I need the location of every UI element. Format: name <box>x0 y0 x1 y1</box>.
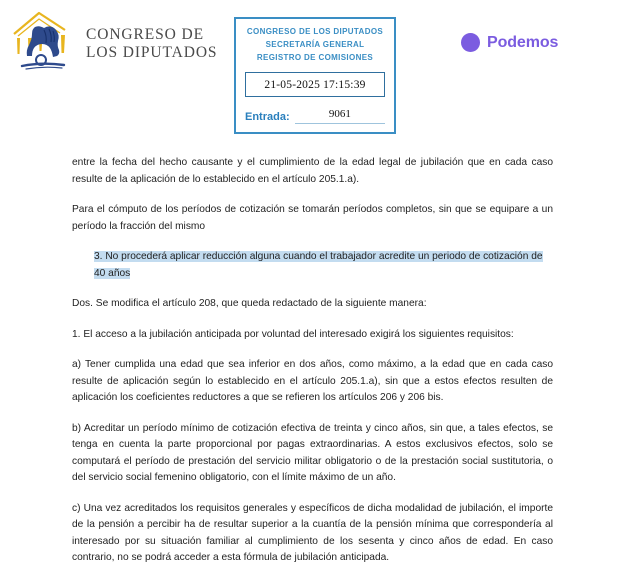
podemos-wordmark: Podemos <box>487 33 559 51</box>
stamp-heading-line1: CONGRESO DE LOS DIPUTADOS <box>246 27 384 36</box>
stamp-heading <box>245 26 385 65</box>
paragraph-computo: Para el cómputo de los períodos de cotización se tomarán períodos completos, sin que se equipare a un período la fracción del mismo <box>72 204 553 232</box>
stamp-entry-value-field <box>295 104 385 124</box>
congreso-wordmark <box>86 26 217 63</box>
paragraph-a-edad: a) Tener cumplida una edad que sea inferior en dos años, como máximo, a la edad que en cada caso resulte de aplicación según lo establecido en el artículo 205.1.a), sin que a estos efectos resulten de aplicación los coeficientes reductores a que se refieren los artículos 206 y 206 bis. <box>72 359 553 404</box>
paragraph-dos-modifica: Dos. Se modifica el artículo 208, que queda redactado de la siguiente manera: <box>72 298 427 310</box>
stamp-entry-row <box>245 104 385 124</box>
highlighted-item-3 <box>72 249 553 282</box>
paragraph-uno-acceso: 1. El acceso a la jubilación anticipada por voluntad del interesado exigirá los siguientes requisitos: <box>72 328 514 340</box>
stamp-heading-line2: SECRETARÍA GENERAL <box>265 39 365 49</box>
document-header <box>0 0 625 140</box>
stamp-datetime-box <box>245 72 385 97</box>
podemos-circle-icon <box>461 33 480 52</box>
stamp-heading-line3: REGISTRO DE COMISIONES <box>256 52 374 62</box>
congreso-wordmark-line2: LOS DIPUTADOS <box>86 44 218 61</box>
paragraph-c-pension: c) Una vez acreditados los requisitos generales y específicos de dicha modalidad de jubilación, el importe de la pensión a percibir ha de resultar superior a la cuantía de la pensión mínima que correspondería al interesado por su situación familiar al cumplimiento de los sesenta y cinco años de edad. En caso contrario, no se podrá acceder a esta fórmula de jubilación anticipada. <box>72 502 553 564</box>
paragraph-causante: entre la fecha del hecho causante y el cumplimiento de la edad legal de jubilación que en cada caso resulte de la aplicación de lo establecido en el artículo 205.1.a). <box>72 157 553 185</box>
highlighted-item-3-text: 3. No procederá aplicar reducción alguna cuando el trabajador acredite un periodo de cotización de 40 años <box>94 251 543 279</box>
podemos-logo <box>461 33 558 52</box>
stamp-datetime-value: 21-05-2025 17:15:39 <box>264 78 366 91</box>
congreso-wordmark-line1: CONGRESO DE <box>86 25 204 43</box>
paragraph-b-cotizacion: b) Acreditar un período mínimo de cotización efectiva de treinta y cinco años, sin que, a tales efectos, se tenga en cuenta la parte proporcional por pagas extraordinarias. A estos exclusivos efectos, solo se computará el período de prestación del servicio militar obligatorio o de la prestación social sustitutoria, o del servicio social femenino obligatorio, con el límite máximo de un año. <box>72 422 553 484</box>
document-body <box>72 155 553 567</box>
congreso-logo <box>8 8 217 80</box>
congreso-lion-emblem-icon <box>8 8 80 80</box>
stamp-entry-label: Entrada: <box>245 110 290 123</box>
stamp-entry-number: 9061 <box>328 107 351 120</box>
registry-stamp <box>234 17 396 134</box>
